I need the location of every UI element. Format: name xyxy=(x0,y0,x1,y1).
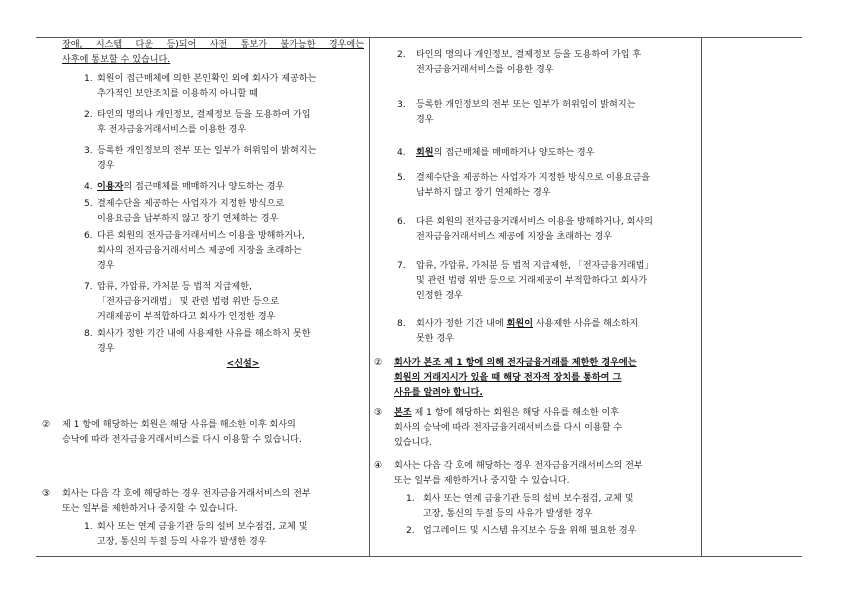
list-item: 5. 결제수단을 제공하는 사업자가 지정한 방식으로 이용요금을 납부하지 않고 장기 연체하는 경우 xyxy=(84,199,285,224)
left-list xyxy=(84,72,364,357)
left-para-3: ③ 회사는 다음 각 호에 해당하는 경우 전자금융거래서비스의 전부 또는 일부를 제한하거나 중지할 수 있습니다. 1. 회사 또는 연계 금융기관 등의 설비 보수점검, 교체 및 고장, 통신의 두절 등의 사유가 발생한 경우 xyxy=(42,489,311,547)
right-para-2: ② 회사가 본조 제 1 항에 의해 전자금융거래를 제한한 경우에는 회원의 거래지시가 있을 때 해당 전자적 장치를 통하여 그 사유를 알려야 합니다. xyxy=(374,358,637,398)
intro-line: 장애, 시스템 다운 등)되어 사전 통보가 불가능한 경우에는 xyxy=(62,40,364,50)
list-item: 4. 회원의 접근매체를 매매하거나 양도하는 경우 xyxy=(397,148,595,158)
table-bottom-border xyxy=(36,556,802,557)
list-item: 7. 압류, 가압류, 가처분 등 법적 지급제한, 「전자금융거래법」 및 관련 법령 위반 등으로 거래제공이 부적합하다고 회사가 인정한 경우 xyxy=(397,261,654,301)
right-para-4: ④ 회사는 다음 각 호에 해당하는 경우 전자금융거래서비스의 전부 또는 일부를 제한하거나 중지할 수 있습니다. 1. 회사 또는 연계 금융기관 등의 설비 보수점검, 교체 및 고장, 통신의 두절 등의 사유가 발생한 경우 2. 업그레이드 및 시스템 유지보수 등을 위해 필요한 경우 xyxy=(374,461,643,536)
list-item: 2. 타인의 명의나 개인정보, 결제정보 등을 도용하여 가입 후 전자금융거래서비스를 이용한 경우 xyxy=(84,110,311,135)
column-divider-2 xyxy=(701,37,702,556)
list-item: 7. 압류, 가압류, 가처분 등 법적 지급제한, 「전자금융거래법」 및 관련 법령 위반 등으로 거래제공이 부적합하다고 회사가 인정한 경우 xyxy=(84,282,279,322)
right-list xyxy=(397,48,697,347)
list-item: 5. 결제수단을 제공하는 사업자가 지정한 방식으로 이용요금을 납부하지 않고 장기 연체하는 경우 xyxy=(397,173,651,198)
list-item: 3. 등록한 개인정보의 전부 또는 일부가 허위임이 밝혀지는 경우 xyxy=(84,146,317,171)
new-clause-label: <신설> xyxy=(226,359,260,369)
list-item: 2. 타인의 명의나 개인정보, 결제정보 등을 도용하여 가입 후 전자금융거래서비스를 이용한 경우 xyxy=(397,50,642,75)
left-column xyxy=(62,38,364,372)
list-item: 6. 다른 회원의 전자금융거래서비스 이용을 방해하거나, 회사의 전자금융거래서비스 제공에 지장을 초래하는 경우 xyxy=(84,231,305,271)
list-item: 6. 다른 회원의 전자금융거래서비스 이용을 방해하거나, 회사의 전자금융거래서비스 제공에 지장을 초래하는 경우 xyxy=(397,217,653,242)
right-para-3: ③ 본조 제 1 항에 해당하는 회원은 해당 사유를 해소한 이후 회사의 승낙에 따라 전자금융거래서비스를 다시 이용할 수 있습니다. xyxy=(374,408,623,448)
list-item: 8. 회사가 정한 기간 내에 회원이 사용제한 사유를 해소하지 못한 경우 xyxy=(397,319,639,344)
list-item: 1. 회원이 접근매체에 의한 본인확인 외에 회사가 제공하는 추가적인 보안조치를 이용하지 아니할 때 xyxy=(84,74,317,99)
intro-line: 사후에 통보할 수 있습니다. xyxy=(62,55,171,65)
column-divider-1 xyxy=(369,37,370,556)
list-item: 8. 회사가 정한 기간 내에 사용제한 사유를 해소하지 못한 경우 xyxy=(84,329,311,354)
list-item: 3. 등록한 개인정보의 전부 또는 일부가 허위임이 밝혀지는 경우 xyxy=(397,100,636,125)
list-item: 4. 이용자의 접근매체를 매매하거나 양도하는 경우 xyxy=(84,182,285,192)
left-para-2: ② 제 1 항에 해당하는 회원은 해당 사유를 해소한 이후 회사의 승낙에 따라 전자금융거래서비스를 다시 이용할 수 있습니다. xyxy=(42,420,302,445)
